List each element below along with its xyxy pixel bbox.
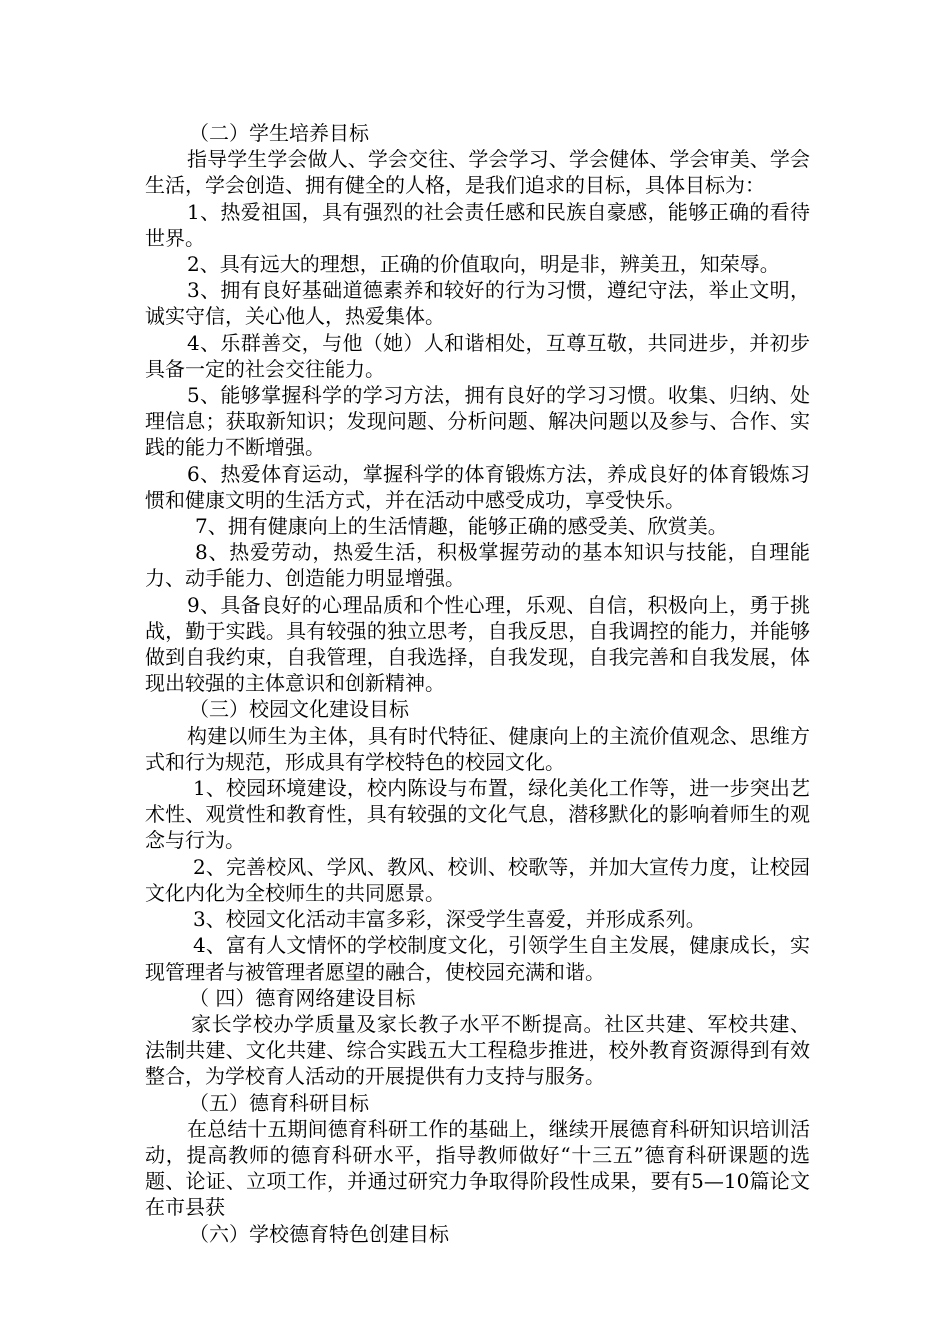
list-item: 1、热爱祖国，具有强烈的社会责任感和民族自豪感，能够正确的看待世界。 [145, 199, 810, 250]
section-heading-school-feature: （六）学校德育特色创建目标 [189, 1221, 449, 1246]
list-item: 2、完善校风、学风、教风、校训、校歌等，并加大宣传力度，让校园文化内化为全校师生的共同愿景。 [145, 854, 810, 905]
list-item: 3、拥有良好基础道德素养和较好的行为习惯，遵纪守法，举止文明，诚实守信，关心他人，热爱集体。 [145, 278, 810, 329]
paragraph: 家长学校办学质量及家长教子水平不断提高。社区共建、军校共建、法制共建、文化共建、综合实践五大工程稳步推进，校外教育资源得到有效整合，为学校育人活动的开展提供有力支持与服务。 [145, 1011, 810, 1089]
list-item: 4、富有人文情怀的学校制度文化，引领学生自主发展，健康成长，实现管理者与被管理者愿望的融合，使校园充满和谐。 [145, 933, 810, 984]
document-body [145, 120, 810, 1247]
paragraph: 指导学生学会做人、学会交往、学会学习、学会健体、学会审美、学会生活，学会创造、拥有健全的人格，是我们追求的目标，具体目标为： [145, 147, 810, 198]
list-item: 7、拥有健康向上的生活情趣，能够正确的感受美、欣赏美。 [195, 514, 728, 539]
list-item: 1、校园环境建设，校内陈设与布置，绿化美化工作等，进一步突出艺术性、观赏性和教育性，具有较强的文化气息，潜移默化的影响着师生的观念与行为。 [145, 776, 810, 853]
section-heading-campus-culture: （三）校园文化建设目标 [189, 697, 409, 722]
list-item: 9、具备良好的心理品质和个性心理，乐观、自信，积极向上，勇于挑战，勤于实践。具有较强的独立思考，自我反思，自我调控的能力，并能够做到自我约束，自我管理，自我选择，自我发现，自我完善和自我发展，体现出较强的主体意识和创新精神。 [145, 592, 810, 696]
paragraph: 在总结十五期间德育科研工作的基础上，继续开展德育科研知识培训活动，提高教师的德育科研水平，指导教师做好“十三五”德育科研课题的选题、论证、立项工作，并通过研究力争取得阶段性成果，要有5—10篇论文在市县获 [145, 1116, 810, 1220]
list-item: 2、具有远大的理想，正确的价值取向，明是非，辨美丑，知荣辱。 [187, 252, 780, 277]
list-item: 6、热爱体育运动，掌握科学的体育锻炼方法，养成良好的体育锻炼习惯和健康文明的生活方式，并在活动中感受成功，享受快乐。 [145, 461, 810, 512]
section-heading-student-goals: （二）学生培养目标 [189, 121, 369, 145]
list-item: 4、乐群善交，与他（她）人和谐相处，互尊互敬，共同进步，并初步具备一定的社会交往能力。 [145, 330, 810, 381]
list-item: 8、热爱劳动，热爱生活，积极掌握劳动的基本知识与技能，自理能力、动手能力、创造能力明显增强。 [145, 540, 810, 591]
section-heading-moral-research: （五）德育科研目标 [189, 1090, 369, 1115]
paragraph: 构建以师生为主体，具有时代特征、健康向上的主流价值观念、思维方式和行为规范，形成具有学校特色的校园文化。 [145, 723, 810, 774]
list-item: 3、校园文化活动丰富多彩，深受学生喜爱，并形成系列。 [193, 907, 706, 932]
section-heading-moral-network: （ 四）德育网络建设目标 [189, 985, 416, 1010]
list-item: 5、能够掌握科学的学习方法，拥有良好的学习习惯。收集、归纳、处理信息；获取新知识；发现问题、分析问题、解决问题以及参与、合作、实践的能力不断增强。 [145, 383, 810, 460]
